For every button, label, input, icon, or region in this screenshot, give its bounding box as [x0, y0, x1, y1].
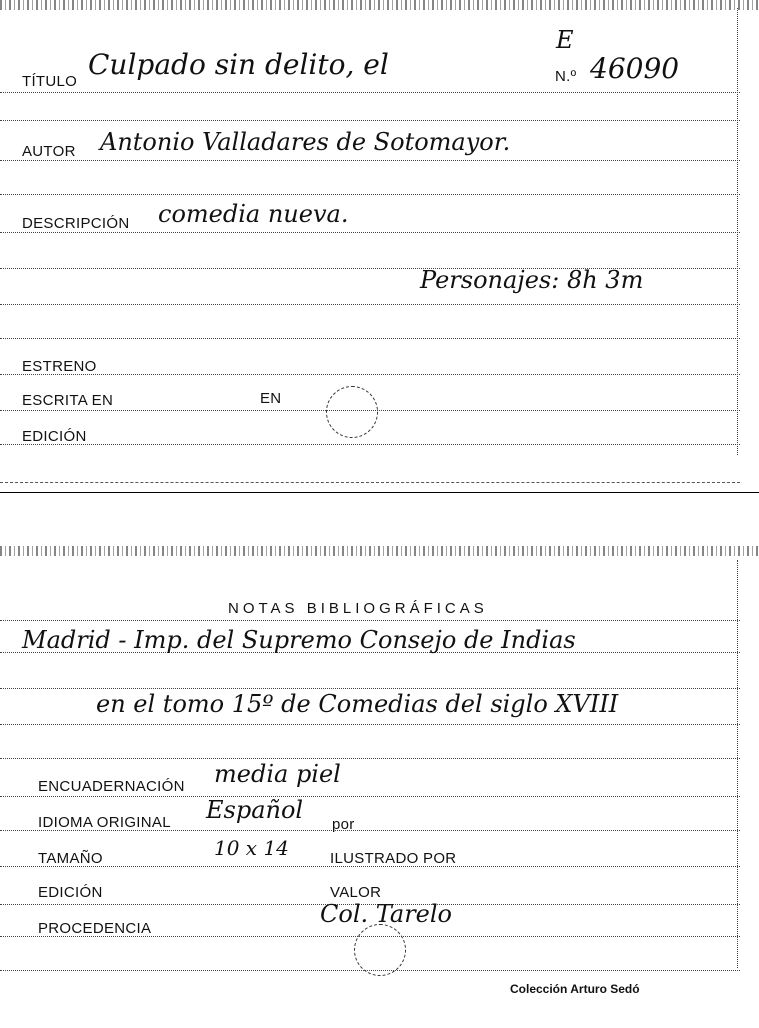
rule-line — [0, 160, 740, 161]
personajes-value: Personajes: 8h 3m — [420, 266, 644, 294]
idioma-value: Español — [206, 796, 304, 824]
autor-label: AUTOR — [22, 143, 76, 160]
titulo-value: Culpado sin delito, el — [88, 48, 389, 81]
punch-hole — [354, 924, 406, 976]
rule-line — [0, 444, 740, 445]
numero-mark: E — [556, 26, 574, 54]
nota-line-1: Madrid - Imp. del Supremo Consejo de Indias — [22, 626, 576, 654]
idioma-label: IDIOMA ORIGINAL — [38, 814, 171, 831]
rule-line — [0, 796, 740, 797]
nota-line-2: en el tomo 15º de Comedias del siglo XVIII — [96, 690, 619, 718]
autor-value: Antonio Valladares de Sotomayor. — [100, 128, 511, 156]
rule-line — [0, 338, 740, 339]
rule-line — [0, 92, 740, 93]
numero-value: 46090 — [590, 52, 680, 85]
card-right-border — [737, 560, 738, 968]
procedencia-label: PROCEDENCIA — [38, 920, 152, 937]
torn-edge-top — [0, 546, 759, 556]
rule-line — [0, 120, 740, 121]
encuadernacion-label: ENCUADERNACIÓN — [38, 778, 185, 795]
edicion-label: EDICIÓN — [38, 884, 103, 901]
catalog-card-front — [0, 0, 759, 495]
card-separator — [0, 492, 759, 493]
rule-line — [0, 758, 740, 759]
en-label: EN — [260, 390, 282, 407]
descripcion-value: comedia nueva. — [158, 200, 349, 228]
collection-footer: Colección Arturo Sedó — [510, 982, 640, 996]
card-bottom-dashed — [0, 482, 740, 483]
edicion-label: EDICIÓN — [22, 428, 87, 445]
rule-line — [0, 620, 740, 621]
numero-label: N.º — [555, 68, 577, 85]
titulo-label: TÍTULO — [22, 73, 78, 90]
notas-header: NOTAS BIBLIOGRÁFICAS — [228, 600, 488, 617]
escrita-en-label: ESCRITA EN — [22, 392, 114, 409]
valor-label: VALOR — [330, 884, 382, 901]
estreno-label: ESTRENO — [22, 358, 97, 375]
ilustrado-label: ILUSTRADO POR — [330, 850, 457, 867]
tamano-label: TAMAÑO — [38, 850, 103, 867]
descripcion-label: DESCRIPCIÓN — [22, 215, 130, 232]
rule-line — [0, 688, 740, 689]
procedencia-value: Col. Tarelo — [320, 900, 452, 928]
por-label: por — [332, 816, 355, 833]
tamano-value: 10 x 14 — [214, 836, 289, 860]
encuadernacion-value: media piel — [214, 760, 341, 788]
rule-line — [0, 194, 740, 195]
punch-hole — [326, 386, 378, 438]
rule-line — [0, 232, 740, 233]
rule-line — [0, 304, 740, 305]
catalog-card-back — [0, 540, 759, 1028]
rule-line — [0, 374, 740, 375]
torn-edge-top — [0, 0, 759, 10]
rule-line — [0, 724, 740, 725]
